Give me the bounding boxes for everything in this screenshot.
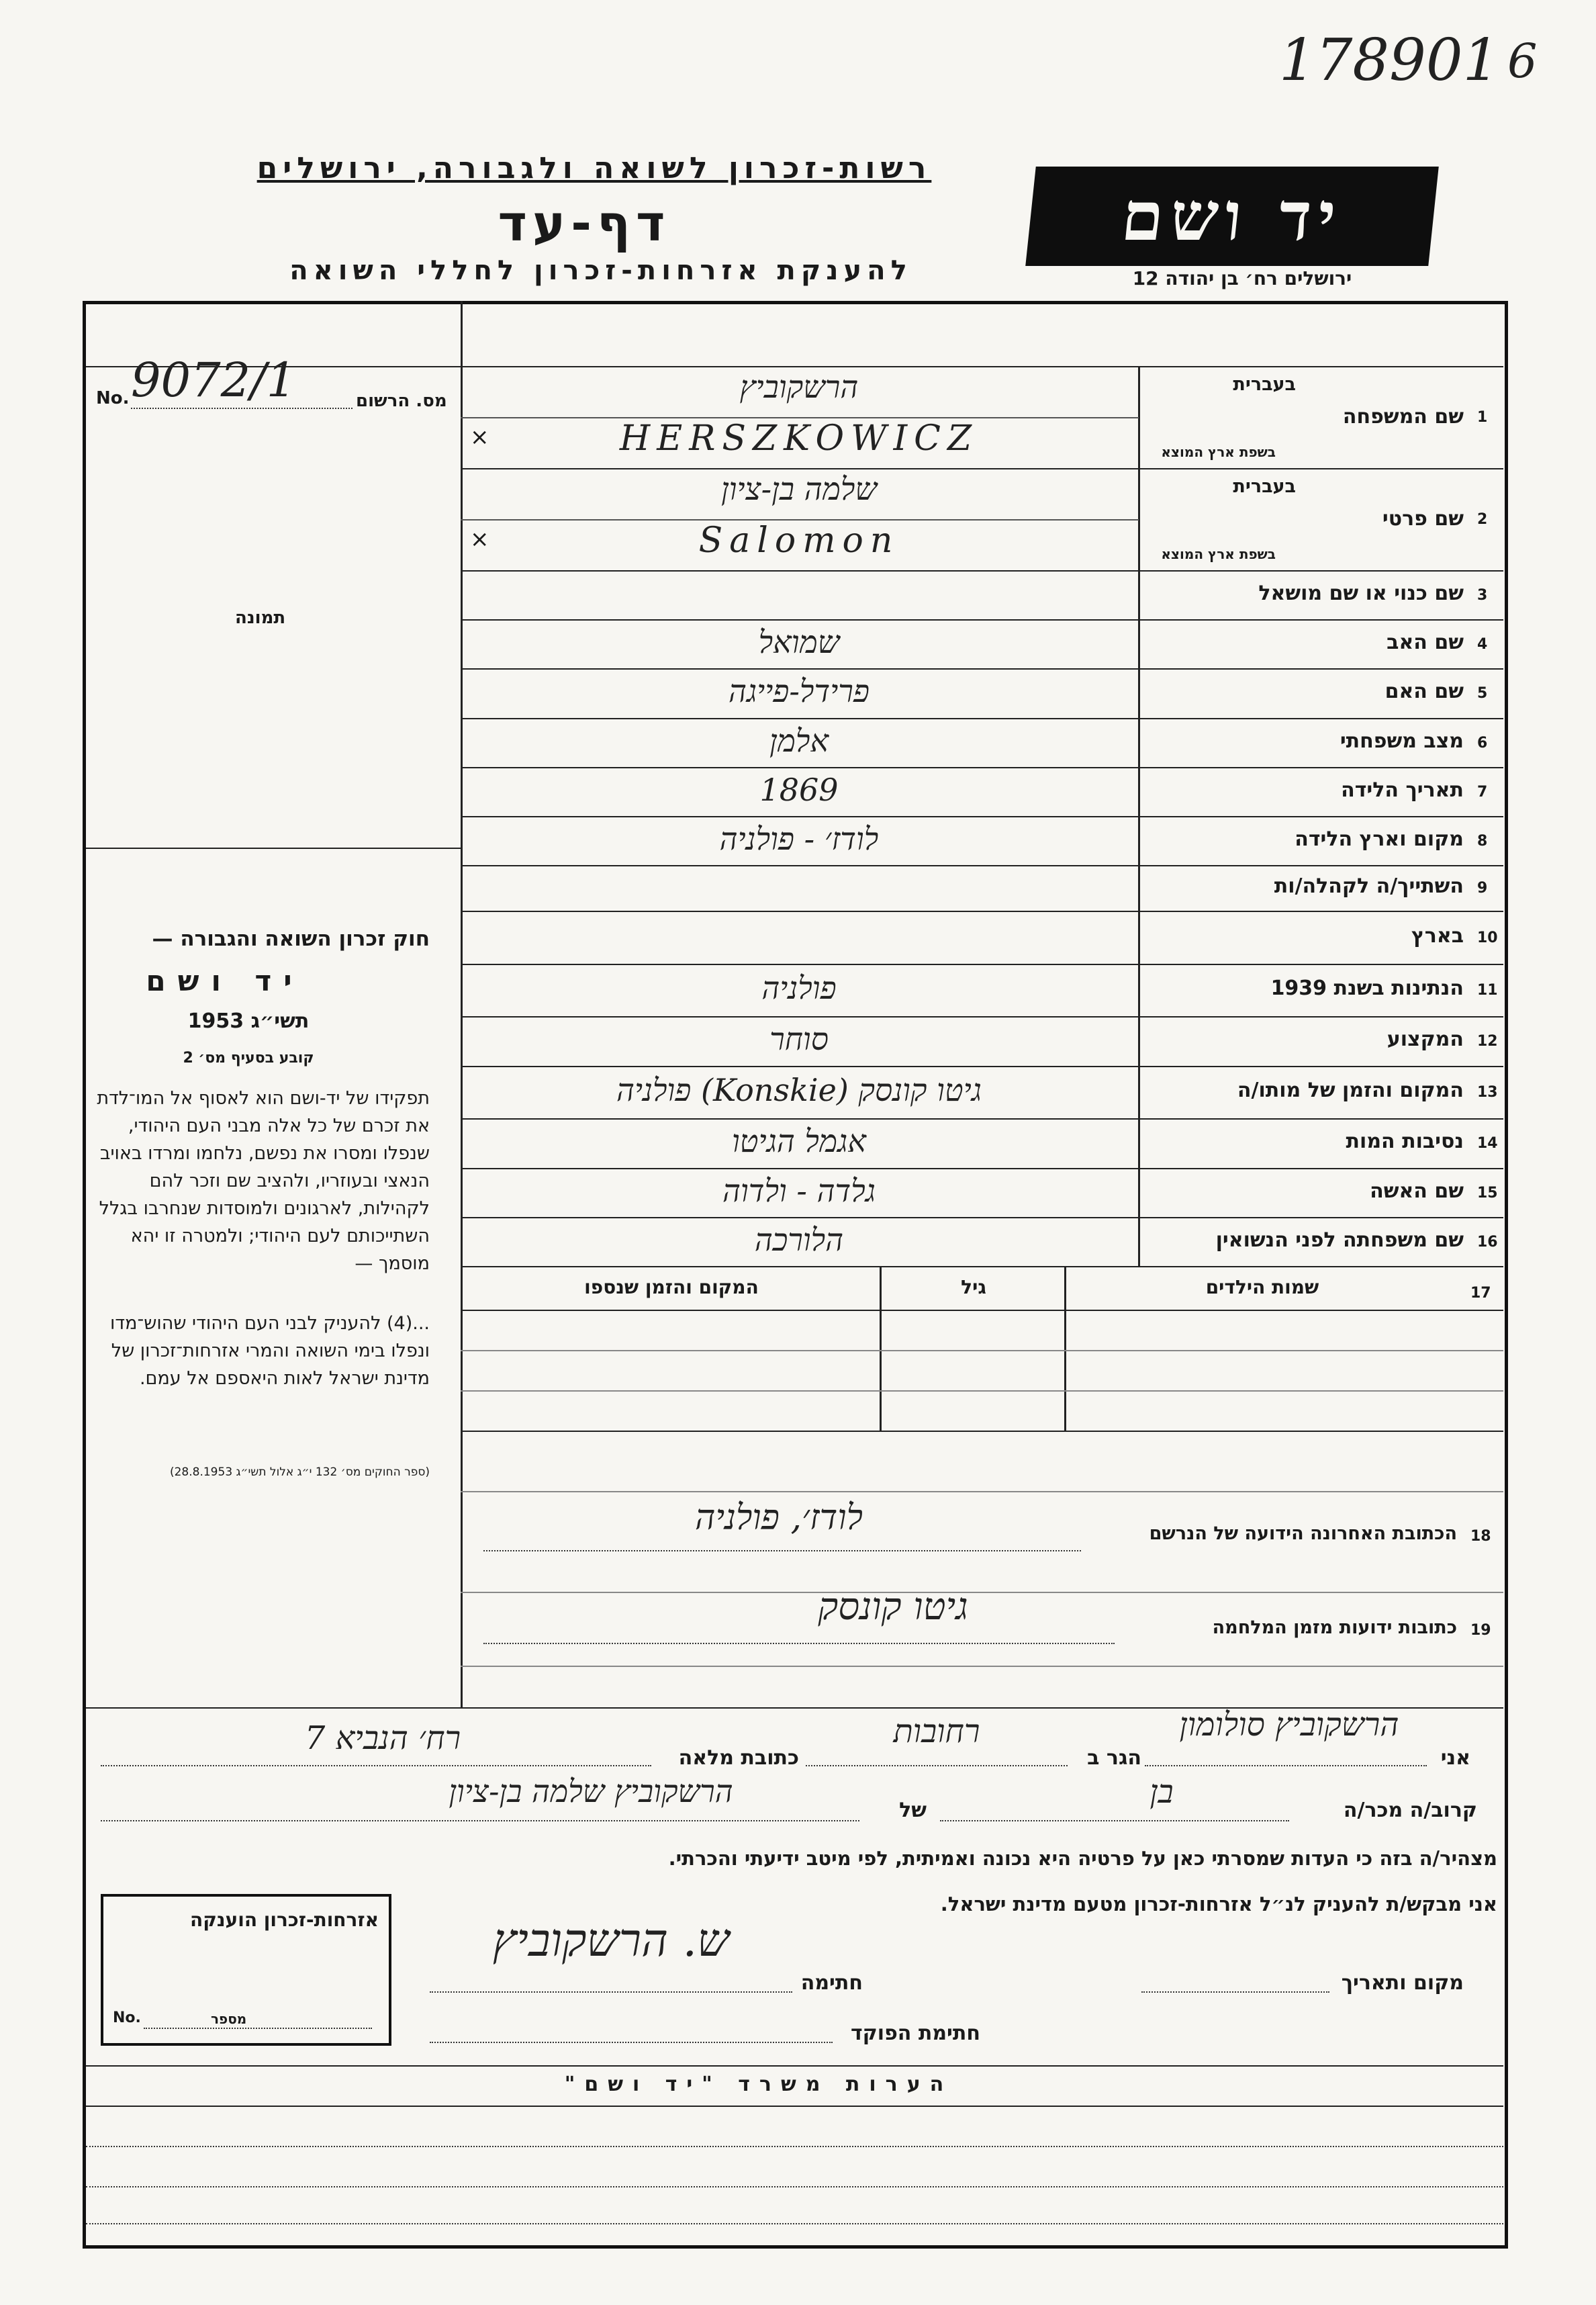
field-16-value[interactable]: הלורכה [754,1221,844,1258]
registration-no-label: מס. הרשום [356,391,447,411]
field-1-number: 1 [1477,409,1488,426]
decl-relative-value[interactable]: בן [1149,1773,1174,1811]
field-12-value[interactable]: סוחר [769,1021,829,1057]
field-8-value[interactable]: לודז׳ - פולניה [719,820,879,857]
field-8-label: מקום וארץ הלידה [1295,827,1464,851]
registration-no-value[interactable]: 9072/1 [131,353,297,408]
children-col-divider-1 [880,1266,882,1431]
archive-number: 178901 [1279,27,1500,94]
field-4-label: שם האב [1387,630,1464,654]
field-6-value[interactable]: אלמן [769,722,829,759]
children-col-divider-2 [1064,1266,1066,1431]
grant-box-title: אזרחות-זכרון הוענקה [190,1909,379,1931]
children-place-time-header: המקום והזמן שנספו [584,1276,759,1298]
field-2-label: שם פרטי [1382,507,1464,531]
grant-box-no: No. [113,2009,141,2026]
decl-ani: אני [1440,1746,1470,1770]
law-citation: (ספר החוקים מס׳ 132 י״ג אלול תשי״ג 28.8.1953) [169,1465,430,1479]
field-7-number: 7 [1477,783,1488,801]
page-number: 6 [1507,34,1538,89]
field-8-row-line [461,865,1503,866]
children-bottom-line [461,1431,1503,1432]
office-notes-line-1 [86,2146,1503,2147]
field-18-value[interactable]: לודז׳, פולניה [695,1498,863,1538]
law-name: יד ושם [146,964,304,997]
decl-address-value[interactable]: רח׳ הנביא 7 [304,1719,461,1757]
decl-relative-label: קרוב/ה מכר/ה [1343,1799,1477,1822]
field-8-number: 8 [1477,832,1488,850]
field-7-label: תאריך הלידה [1341,778,1464,802]
field-1-row-line [461,468,1503,469]
grid-top-line [461,366,1503,367]
field-15-row-line [461,1217,1503,1218]
field-7-value[interactable]: 1869 [759,771,839,808]
field-13-label: המקום והזמן של מותו/ה [1237,1079,1464,1102]
decl-official-label: חתימת הפוקד [851,2022,980,2045]
field-1-x-mark: × [470,424,489,451]
field-5-number: 5 [1477,685,1488,702]
office-notes-header-line [86,2106,1503,2107]
children-row-line-2 [461,1390,1503,1392]
decl-name-line [1145,1765,1427,1766]
photo-bottom-line [86,848,462,849]
decl-address-line [101,1765,651,1766]
field-9-label: השתייך/ה לקהלה/ות [1274,874,1464,898]
field-6-label: מצב משפחתי [1340,729,1464,753]
decl-resides-label: הגר ב [1087,1746,1141,1770]
field-19-value[interactable]: גיטו קונסק [818,1585,968,1629]
logo-address: ירושלים רח׳ בן יהודה 12 [1132,267,1352,289]
field-3-number: 3 [1477,586,1488,604]
children-names-header: שמות הילדים [1205,1276,1319,1298]
field-19-number: 19 [1470,1622,1491,1639]
field-5-value[interactable]: פרידל-פייגה [729,673,870,709]
field-2-value-latin[interactable]: Salomon [698,521,900,561]
field-10-number: 10 [1477,929,1498,946]
field-2-x-mark: × [470,526,489,553]
field-15-value[interactable]: גלדה - ולדוה [722,1172,876,1209]
decl-signature-line [430,1991,792,1993]
decl-signature-label: חתימה [800,1971,863,1995]
field-19-line [483,1643,1115,1644]
field-2-number: 2 [1477,511,1488,528]
field-15-label: שם האשה [1370,1179,1464,1203]
field-19-bottom [461,1666,1503,1667]
yad-vashem-logo [1025,167,1439,266]
registration-no-prefix: No. [96,388,130,408]
decl-of-line [101,1820,859,1821]
field-9-row-line [461,911,1503,912]
decl-resides-value[interactable]: רחובות [893,1713,980,1750]
left-column-divider [461,301,463,1707]
field-12-row-line [461,1066,1503,1067]
law-title: חוק זכרון השואה והגבורה — [152,927,430,951]
authority-heading: רשות-זכרון לשואה ולגבורה, ירושלים [256,151,932,185]
field-13-number: 13 [1477,1084,1498,1101]
decl-name-value[interactable]: הרשקוביץ סולומון [1179,1706,1399,1744]
decl-official-line [430,2042,833,2043]
field-1-sub-bottom: בשפת ארץ המוצא [1161,444,1276,460]
field-12-number: 12 [1477,1033,1498,1050]
decl-signature-value[interactable]: ש. הרשקוביץ [492,1914,730,1967]
form-title: דף-עד [498,195,671,253]
field-1-label: שם המשפחה [1342,405,1464,428]
photo-label: תמונה [235,608,286,628]
field-11-label: הנתינות בשנת 1939 [1270,977,1464,1000]
decl-place-date-line [1141,1991,1329,1993]
field-18-label: הכתובת האחרונה הידועה של הנרשם [1149,1523,1457,1544]
field-5-row-line [461,718,1503,719]
decl-relative-line [940,1820,1289,1821]
decl-of-value[interactable]: הרשקוביץ שלמה בן-ציון [449,1773,733,1809]
field-2-sub-bottom: בשפת ארץ המוצא [1161,546,1276,562]
office-notes-line-2 [86,2186,1503,2187]
field-16-label: שם משפחתה לפני הנשואין [1215,1228,1464,1252]
field-1-value-hebrew[interactable]: הרשקוביץ [739,369,859,405]
decl-resides-line [806,1765,1068,1766]
field-17-number: 17 [1470,1285,1491,1302]
field-11-number: 11 [1477,982,1498,999]
field-9-number: 9 [1477,880,1488,897]
field-3-row-line [461,619,1503,621]
field-13-value[interactable]: גיטו קונסק (Konskie) פולניה [616,1072,982,1108]
law-year: תשי״ג 1953 [187,1009,310,1033]
field-2-value-hebrew[interactable]: שלמה בן-ציון [720,471,878,507]
field-1-value-latin[interactable]: HERSZKOWICZ [619,418,979,459]
grant-box-number-line [144,2028,372,2029]
children-extra-line [461,1491,1503,1492]
field-3-label: שם כנוי או שם מושאל [1258,581,1464,605]
field-2-sub-top: בעברית [1233,476,1296,497]
decl-place-date-label: מקום ותאריך [1341,1971,1464,1995]
decl-address-label: כתובת מלאה [678,1746,799,1770]
field-4-number: 4 [1477,635,1488,653]
children-age-header: גיל [961,1276,986,1298]
field-18-number: 18 [1470,1528,1491,1545]
field-10-label: בארץ [1411,923,1464,948]
field-16-number: 16 [1477,1233,1498,1251]
field-2-row-line [461,570,1503,572]
field-18-line [483,1550,1081,1551]
registration-no-line [131,408,353,409]
field-4-value[interactable]: שמואל [758,623,840,660]
field-11-row-line [461,1016,1503,1018]
field-4-row-line [461,668,1503,670]
logo-text: יד ושם [1117,177,1347,256]
field-14-label: נסיבות המות [1346,1130,1464,1153]
children-row-line-1 [461,1350,1503,1351]
law-section: קובע בסעיף מס׳ 2 [183,1050,314,1067]
grant-box-number-label: מספר [211,2011,247,2027]
form-subtitle: להענקת אזרחות-זכרון לחללי השואה [289,255,912,286]
decl-statement-2: אני מבקש/ת להעניק לנ״ל אזרחות-זכרון מטעם מדינת ישראל. [940,1893,1497,1915]
field-16-row-line [461,1266,1503,1267]
field-7-row-line [461,816,1503,817]
field-1-sub-top: בעברית [1233,374,1296,395]
field-14-value[interactable]: אגמל הגיטו [732,1123,866,1159]
field-6-row-line [461,767,1503,768]
field-11-value[interactable]: פולניה [761,970,837,1006]
field-15-number: 15 [1477,1184,1498,1202]
field-14-row-line [461,1168,1503,1169]
law-body: תפקידו של יד-ושם הוא לאסוף אל המו־לדת את זכרם של כל אלה מבני העם היהודי, שנפלו ומסרו את נפשם, נלחמו ומרדו באויב הנאצי ובעוזריו, ולהציב שם וזכר להם לקהילות, לארגונים ולמוסדות שנחרבו בגלל השתייכותם לעם היהודי; ולמטרה זו יהא מוסמך — [97,1088,430,1274]
field-19-label: כתובות ידועות מזמן המלחמה [1212,1617,1457,1638]
field-10-row-line [461,964,1503,965]
field-5-label: שם האם [1384,680,1464,703]
field-14-number: 14 [1477,1135,1498,1152]
field-6-number: 6 [1477,734,1488,752]
office-notes-line-3 [86,2223,1503,2224]
decl-statement-1: מצהיר/ה בזה כי העדות שמסרתי כאן על פרטיה היא נכונה ואמיתית, לפי מיטב ידיעתי והכרתי. [668,1847,1497,1870]
office-notes-top [86,2065,1503,2067]
decl-of-label: של [899,1799,927,1822]
grant-box [101,1894,391,2046]
law-clause: ...(4) להעניק לבני העם היהודי שהוש־מדו ונפלו בימי השואה והמרי אזרחות־זכרון של מדינת ישראל לאות היאספם אל עמם. [110,1313,430,1389]
field-13-row-line [461,1118,1503,1120]
field-12-label: המקצוע [1387,1028,1464,1051]
children-header-bottom [461,1310,1503,1311]
office-notes-label: הערות משרד "יד ושם" [564,2073,953,2096]
